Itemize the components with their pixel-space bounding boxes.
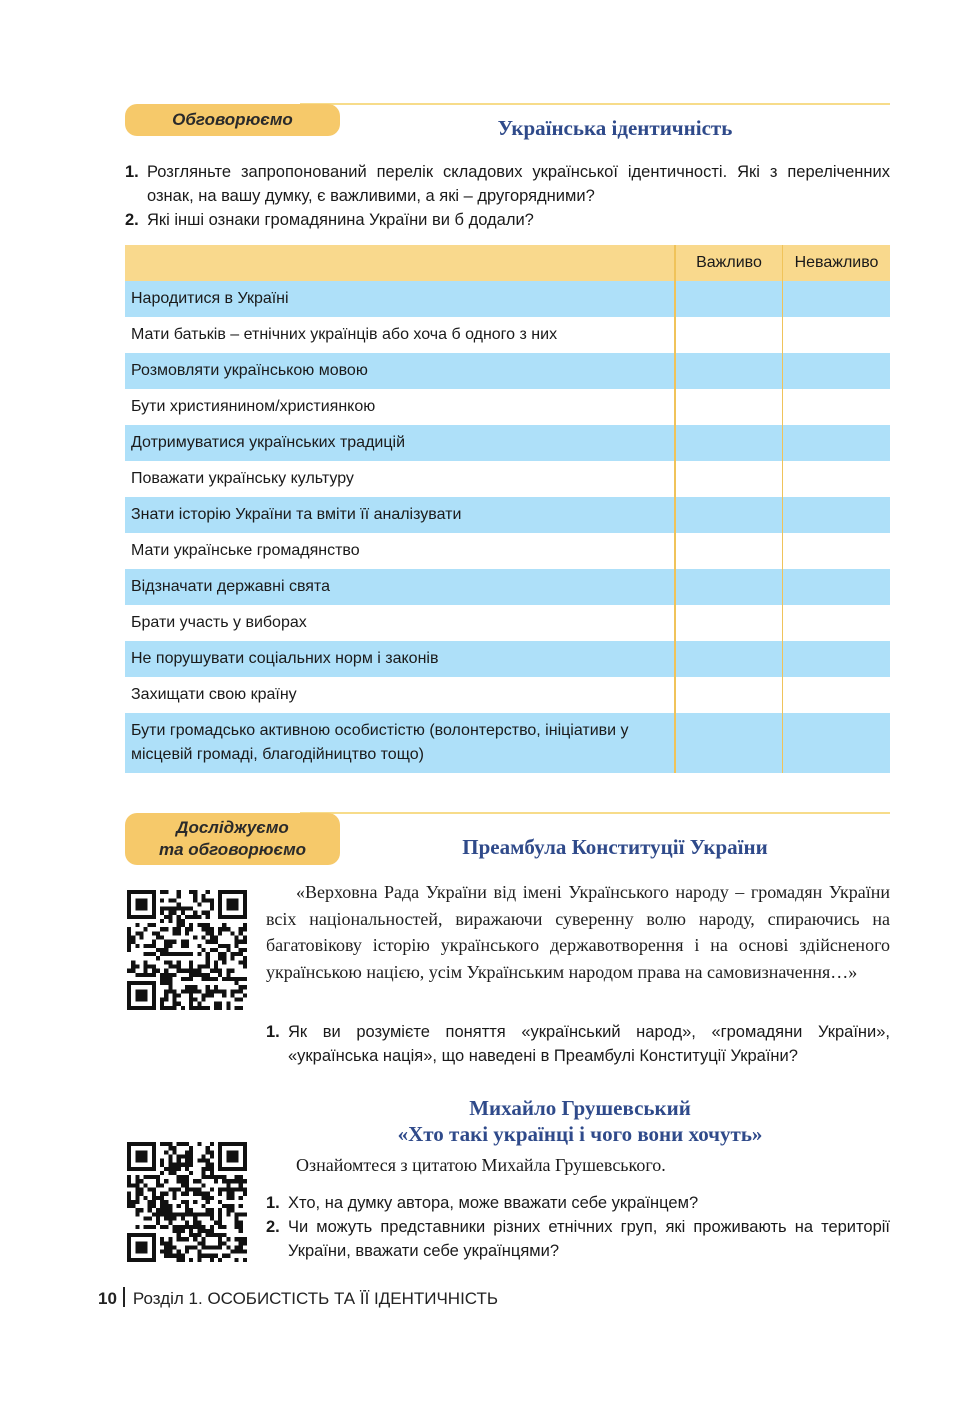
unimportant-cell[interactable] (782, 533, 890, 569)
table-row-label: Поважати українську культуру (131, 470, 354, 487)
table-header-row (125, 245, 890, 281)
table-row (125, 461, 890, 497)
important-cell[interactable] (674, 569, 782, 605)
table-header-cell (125, 245, 674, 281)
question-number: 1. (266, 1023, 280, 1041)
table-row (125, 533, 890, 569)
section1-tag: Обговорюємо (125, 104, 340, 136)
section1-question-2 (125, 208, 890, 232)
section2-tag-line1: Досліджуємо (176, 818, 289, 837)
unimportant-cell[interactable] (782, 641, 890, 677)
table-row-label: Захищати свою країну (131, 686, 297, 703)
section2-question-1 (266, 1020, 890, 1068)
table-row-label: Дотримуватися українських традицій (131, 434, 405, 451)
important-cell[interactable] (674, 425, 782, 461)
table-row (125, 713, 890, 773)
important-cell[interactable] (674, 677, 782, 713)
identity-table (125, 245, 890, 773)
table-row (125, 281, 890, 317)
unimportant-cell[interactable] (782, 713, 890, 773)
unimportant-cell[interactable] (782, 425, 890, 461)
page-footer (98, 1287, 498, 1309)
important-cell[interactable] (674, 281, 782, 317)
table-row-label: Знати історію України та вміти її аналізувати (131, 506, 462, 523)
section3-question-2 (266, 1215, 890, 1263)
section3-intro: Ознайомтеся з цитатою Михайла Грушевського. (296, 1155, 666, 1175)
unimportant-cell[interactable] (782, 461, 890, 497)
table-row (125, 425, 890, 461)
important-cell[interactable] (674, 389, 782, 425)
table-row-label: Брати участь у виборах (131, 614, 307, 631)
section1-question-1 (125, 160, 890, 208)
unimportant-cell[interactable] (782, 353, 890, 389)
important-cell[interactable] (674, 533, 782, 569)
table-row-label: Бути християнином/християнкою (131, 398, 376, 415)
question-text: Розгляньте запропонований перелік складових української ідентичності. Які з переліченних ознак, на вашу думку, є важливими, а які – другорядними? (147, 163, 890, 205)
unimportant-cell[interactable] (782, 497, 890, 533)
unimportant-cell[interactable] (782, 677, 890, 713)
table-row (125, 569, 890, 605)
table-row (125, 677, 890, 713)
table-row-label: Бути громадсько активною особистістю (волонтерство, ініціативи у місцевій громаді, благодійництво тощо) (131, 722, 629, 763)
table-row (125, 389, 890, 425)
important-cell[interactable] (674, 353, 782, 389)
important-cell[interactable] (674, 605, 782, 641)
table-row-label: Розмовляти українською мовою (131, 362, 368, 379)
table-header-important: Важливо (674, 245, 782, 281)
table-row (125, 605, 890, 641)
section2-tag-line2: та обговорюємо (158, 840, 307, 859)
unimportant-cell[interactable] (782, 605, 890, 641)
important-cell[interactable] (674, 497, 782, 533)
question-number: 2. (266, 1218, 280, 1236)
constitution-quote: «Верховна Рада України від імені Українського народу – громадян України всіх національностей, виражаючи суверенну волю народу, спираючись на багатовікову історію українського державотворення і на основі здійсненого українською нацією, усім Українським народом права на самовизначення…» (266, 882, 890, 982)
section3-question-1 (266, 1191, 890, 1215)
unimportant-cell[interactable] (782, 281, 890, 317)
question-number: 2. (125, 211, 139, 229)
page-number: 10 (98, 1289, 117, 1308)
qr-code-icon[interactable] (127, 1142, 247, 1262)
unimportant-cell[interactable] (782, 317, 890, 353)
table-row-label: Мати українське громадянство (131, 542, 360, 559)
question-text: Які інші ознаки громадянина України ви б додали? (147, 211, 534, 229)
section2-tag (125, 813, 340, 865)
table-header-unimportant: Неважливо (782, 245, 890, 281)
section2-title: Преамбула Конституції України (462, 835, 768, 859)
important-cell[interactable] (674, 317, 782, 353)
section3-title-author: Михайло Грушевський (469, 1096, 691, 1120)
table-row (125, 641, 890, 677)
important-cell[interactable] (674, 713, 782, 773)
table-row (125, 497, 890, 533)
question-text: Хто, на думку автора, може вважати себе українцем? (288, 1194, 699, 1212)
table-row-label: Відзначати державні свята (131, 578, 330, 595)
question-number: 1. (266, 1194, 280, 1212)
footer-divider (123, 1287, 125, 1307)
section3-title-work: «Хто такі українці і чого вони хочуть» (397, 1122, 763, 1146)
table-row-label: Мати батьків – етнічних українців або хоча б одного з них (131, 326, 558, 343)
question-text: Як ви розумієте поняття «український народ», «громадяни України», «українська нація», що наведені в Преамбулі Конституції України? (288, 1023, 890, 1065)
section1-rule (300, 103, 890, 105)
table-row (125, 317, 890, 353)
section3-title (330, 1095, 830, 1147)
important-cell[interactable] (674, 641, 782, 677)
section1-title: Українська ідентичність (497, 116, 733, 140)
table-row (125, 353, 890, 389)
table-row-label: Народитися в Україні (131, 290, 289, 307)
table-row-label: Не порушувати соціальних норм і законів (131, 650, 439, 667)
important-cell[interactable] (674, 461, 782, 497)
qr-code-icon[interactable] (127, 890, 247, 1010)
question-text: Чи можуть представники різних етнічних груп, які проживають на території України, вважати себе українцями? (288, 1218, 890, 1260)
question-number: 1. (125, 163, 139, 181)
unimportant-cell[interactable] (782, 389, 890, 425)
unimportant-cell[interactable] (782, 569, 890, 605)
section2-rule (300, 812, 890, 814)
chapter-title: Розділ 1. ОСОБИСТІСТЬ ТА ЇЇ ІДЕНТИЧНІСТЬ (132, 1289, 499, 1308)
